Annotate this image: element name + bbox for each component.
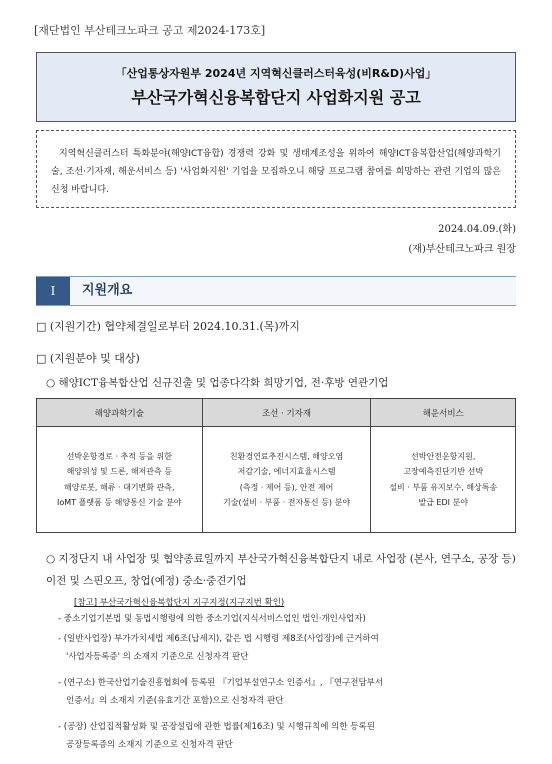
item-line: - (연구소) 한국산업기술진흥협회에 등록된 『기업부설연구소 인증서』, 『연구전담부서 bbox=[58, 678, 384, 688]
reference-tag: [참고] 부산국가혁신융복합단지 지구지정(지구지번 확인) bbox=[74, 598, 285, 608]
eligibility-item bbox=[58, 630, 518, 666]
notice-number: [재단법인 부산테크노파크 공고 제2024-173호] bbox=[34, 24, 266, 37]
item-line: - 중소기업기본법 및 동법시행령에 의한 중소기업(지식서비스업인 법인·개인사업자) bbox=[58, 614, 366, 624]
cell-line: 선박안전운항지원, bbox=[411, 451, 476, 461]
cell-line: 해양로봇, 해류 · 대기변화 관측, bbox=[64, 482, 175, 492]
cell-line: 고장예측진단기반 선박 bbox=[403, 467, 484, 476]
cell-line: IoMT 플랫폼 등 해양통신 기술 분야 bbox=[57, 498, 182, 507]
cell-line: (측정 · 제어 등), 안전 제어 bbox=[239, 482, 334, 492]
eligibility-bullet: ○ 지정단지 내 사업장 및 협약종료일까지 부산국가혁신융복합단지 내로 사업장 (본사, 연구소, 공장 등) 이전 및 스핀오프, 창업(예정) 중소·중견기업 bbox=[46, 553, 516, 587]
section-header bbox=[36, 276, 516, 306]
item-line: - (일반사업장) 부가가치세법 제6조(납세지), 같은 법 시행령 제8조(사업장)에 근거하여 bbox=[58, 634, 379, 644]
item-line: - (공장) 산업집적활성화 및 공장설립에 관한 법률(제16조) 및 시행규칙에 의한 등록된 bbox=[58, 722, 375, 732]
cell-line: 친환경연료추진시스템, 해양오염 bbox=[229, 451, 344, 461]
reference-note bbox=[74, 596, 284, 608]
table-cell bbox=[202, 427, 371, 533]
support-field-bullet: ○ 해양ICT융복합산업 신규진출 및 업종다각화 희망기업, 전·후방 연관기업 bbox=[46, 377, 389, 389]
category-table bbox=[36, 398, 516, 533]
section-title: 지원개요 bbox=[82, 283, 133, 298]
cell-line: 해양위성 및 드론, 해저관측 등 bbox=[66, 467, 173, 476]
table-header-cell: 해운서비스 bbox=[371, 399, 516, 427]
cell-line: 기술(설비 · 부품 · 전자통신 등) 분야 bbox=[223, 498, 351, 507]
cell-line: 설비 · 부품 유지보수, 해상특송 bbox=[389, 482, 498, 492]
table-row bbox=[37, 427, 516, 533]
eligibility-item bbox=[58, 674, 518, 710]
item-line: '사업자등록증' 의 소재지 기준으로 신청자격 판단 bbox=[66, 652, 249, 662]
eligibility-item bbox=[58, 610, 518, 628]
table-header-row bbox=[37, 399, 516, 427]
title-box bbox=[36, 52, 516, 122]
intro-text: 지역혁신클러스터 특화분야(해양ICT융합) 경쟁력 강화 및 생태계조성을 위하여 해양ICT융복합산업(해양과학기술, 조선·기자재, 해운서비스 등) '사업화지원' 기업을 모집하오니 해당 프로그램 참여를 희망하는 관련 기업의 많은 신청 바랍니다. bbox=[51, 149, 501, 195]
cell-line: 저감기술, 에너지효율시스템 bbox=[237, 467, 336, 476]
table-header-cell: 해양과학기술 bbox=[37, 399, 203, 427]
intro-box bbox=[36, 130, 516, 208]
table-cell bbox=[37, 427, 203, 533]
cell-line: 선박운항경로 · 추적 등을 위한 bbox=[66, 451, 173, 461]
notice-date: 2024.04.09.(화) bbox=[438, 224, 516, 235]
section-number: Ⅰ bbox=[36, 277, 70, 305]
title-subtitle: 「산업통상자원부 2024년 지역혁신클러스터육성(비R&D)사업」 bbox=[115, 67, 437, 80]
item-line: 공장등록증의 소재지 기준으로 신청자격 판단 bbox=[66, 740, 233, 750]
item-line: 인증서』의 소재지 기준(유효기간 포함)으로 신청자격 판단 bbox=[66, 696, 284, 706]
support-period: □ (지원기간) 협약체결일로부터 2024.10.31.(목)까지 bbox=[36, 320, 300, 333]
cell-line: 발급 EDI 분야 bbox=[418, 498, 469, 507]
table-header-cell: 조선 · 기자재 bbox=[202, 399, 371, 427]
notice-signer: (재)부산테크노파크 원장 bbox=[408, 244, 516, 255]
eligibility-item bbox=[58, 718, 518, 754]
page-title: 부산국가혁신융복합단지 사업화지원 공고 bbox=[131, 88, 421, 107]
table-cell bbox=[371, 427, 516, 533]
support-field-heading: □ (지원분야 및 대상) bbox=[36, 352, 140, 365]
